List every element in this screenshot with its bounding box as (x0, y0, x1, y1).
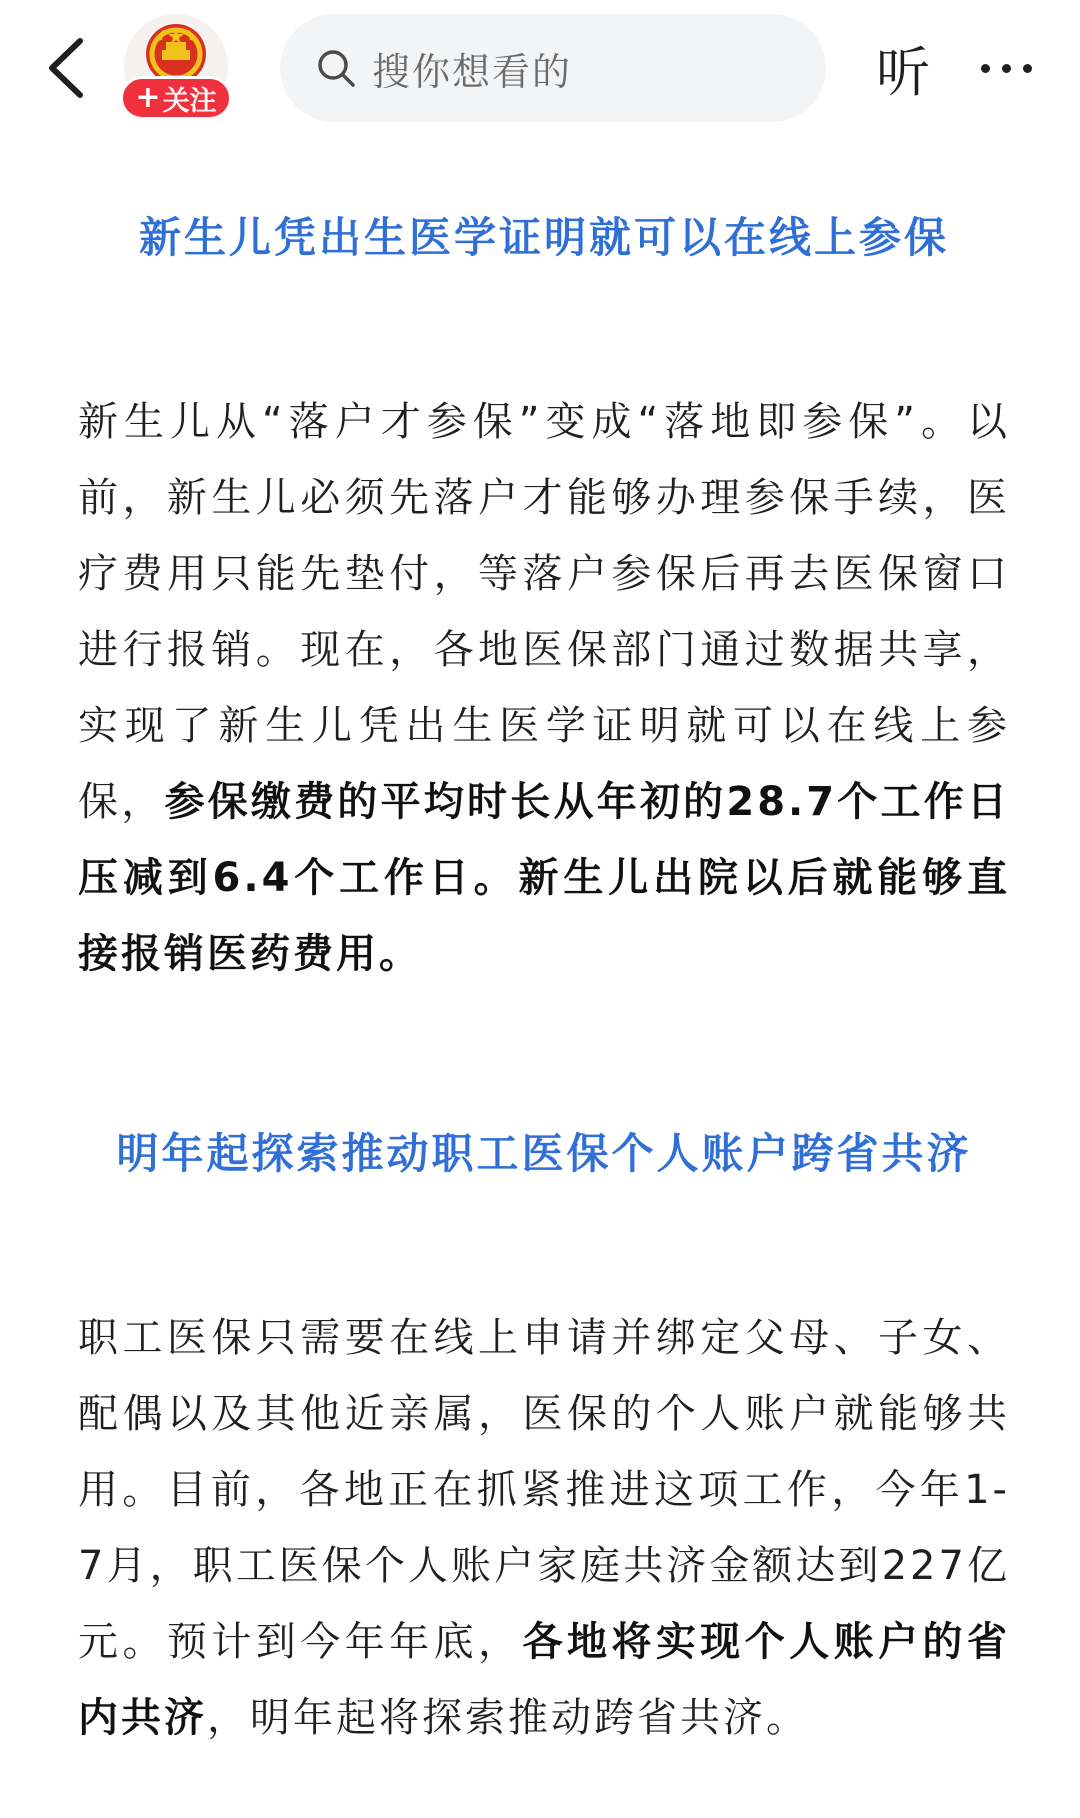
search-input[interactable] (280, 14, 826, 122)
listen-button[interactable]: 听 (876, 40, 930, 104)
paragraph-text: ，明年起将探索推动跨省共济。 (207, 1695, 809, 1741)
paragraph-text: 新生儿从“落户才参保”变成“落地即参保”。以前，新生儿必须先落户才能够办理参保手续，医疗费用只能先垫付，等落户参保后再去医保窗口进行报销。现在，各地医保部门通过数据共享，实现了新生儿凭出生医学证明就可以在线上参保， (78, 399, 1010, 825)
section-heading-newborn-insurance: 新生儿凭出生医学证明就可以在线上参保 (138, 213, 949, 262)
follow-label: 关注 (162, 85, 217, 117)
paragraph-text: 职工医保只需要在线上申请并绑定父母、子女、配偶以及其他近亲属，医保的个人账户就能够共用。目前，各地正在抓紧推进这项工作，今年1-7月，职工医保个人账户家庭共济金额达到227亿元。预计到今年年底， (78, 1315, 1010, 1665)
paragraph-bold-text: 参保缴费的平均时长从年初的28.7个工作日压减到6.4个工作日。新生儿出院以后就能够直接报销医药费用。 (78, 779, 1010, 977)
search-icon (314, 46, 358, 90)
plus-icon: + (135, 80, 161, 115)
search-placeholder: 搜你想看的 (372, 49, 573, 94)
paragraph-account-sharing (78, 1300, 1010, 1756)
more-dot-icon (1002, 64, 1011, 73)
more-dot-icon (981, 64, 990, 73)
chevron-left-icon (46, 37, 86, 99)
paragraph-bold-text: 各地将实现个人账户的省内共济 (78, 1619, 1010, 1741)
follow-button[interactable] (120, 76, 232, 120)
back-button[interactable] (34, 30, 98, 106)
more-dot-icon (1023, 64, 1032, 73)
top-bar (0, 0, 1080, 136)
more-options-button[interactable] (966, 40, 1046, 96)
section-heading-account-sharing: 明年起探索推动职工医保个人账户跨省共济 (116, 1129, 972, 1178)
paragraph-newborn-insurance (78, 384, 1010, 992)
account-avatar-group[interactable] (120, 14, 232, 122)
